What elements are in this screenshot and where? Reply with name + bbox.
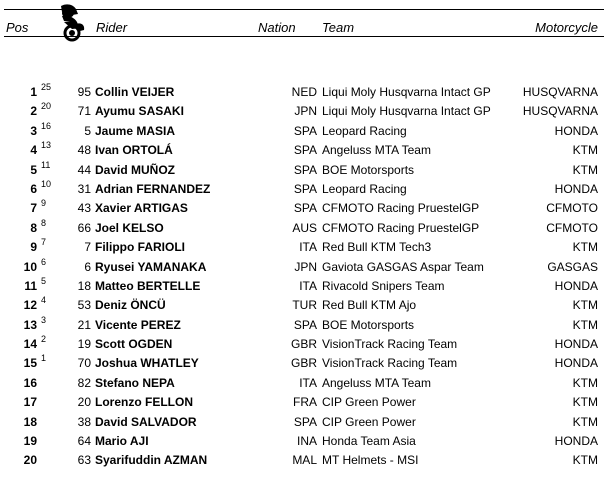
table-row [0,277,609,296]
table-row [0,451,609,470]
motorcycle-cell: HONDA [554,278,598,293]
grid-position-cell: 16 [41,120,52,131]
rider-name-cell: Jaume MASIA [95,123,176,138]
team-cell: Red Bull KTM Ajo [322,298,417,313]
position-cell: 10 [23,259,37,274]
rider-name-cell: Deniz ÖNCÜ [95,298,166,313]
table-row [0,180,609,199]
team-cell: VisionTrack Racing Team [322,356,458,371]
rider-number-cell: 53 [77,298,91,313]
table-row [0,161,609,180]
team-cell: Red Bull KTM Tech3 [322,240,432,255]
table-row [0,238,609,257]
position-cell: 13 [23,317,37,332]
grid-position-cell: 9 [41,198,47,209]
motorcycle-cell: CFMOTO [546,220,598,235]
nation-cell: GBR [290,356,317,371]
table-row [0,258,609,277]
nation-cell: TUR [292,298,317,313]
position-cell: 16 [23,375,37,390]
nation-cell: INA [296,434,317,449]
rider-name-cell: David SALVADOR [95,414,197,429]
rider-name-cell: Vicente PEREZ [95,317,181,332]
team-column-header: Team [322,20,355,35]
motorcycle-cell: HONDA [554,337,598,352]
motorcycle-cell: HONDA [554,356,598,371]
rider-name-cell: Joshua WHATLEY [95,356,199,371]
table-header [0,0,609,40]
rider-name-cell: David MUÑOZ [95,162,176,177]
rider-number-cell: 82 [77,375,91,390]
position-cell: 4 [30,143,37,158]
table-row [0,219,609,238]
rider-number-cell: 31 [77,181,91,196]
rider-name-cell: Lorenzo FELLON [95,395,193,410]
rider-name-cell: Scott OGDEN [95,337,173,352]
position-cell: 7 [30,201,37,216]
motorcycle-cell: KTM [572,395,598,410]
grid-position-cell: 2 [41,334,47,345]
nation-cell: SPA [293,181,317,196]
nation-cell: GBR [290,337,317,352]
motorcycle-cell: KTM [572,317,598,332]
motorcycle-cell: HUSQVARNA [522,104,598,119]
nation-cell: NED [291,85,317,99]
rider-name-cell: Matteo BERTELLE [95,278,201,293]
rider-name-cell: Mario AJI [95,434,149,449]
nation-cell: SPA [293,123,317,138]
rider-number-cell: 64 [77,434,91,449]
position-cell: 2 [30,104,37,119]
grid-position-cell: 8 [41,217,47,228]
table-row [0,393,609,412]
team-cell: VisionTrack Racing Team [322,337,458,352]
table-row [0,316,609,335]
rider-number-cell: 43 [77,201,91,216]
table-row [0,102,609,121]
table-row [0,141,609,160]
rider-name-cell: Xavier ARTIGAS [95,201,188,216]
team-cell: CIP Green Power [322,395,416,410]
position-cell: 14 [23,337,37,352]
position-cell: 15 [23,356,37,371]
nation-cell: JPN [294,259,317,274]
grid-position-cell: 11 [41,159,51,170]
rider-number-cell: 19 [77,337,91,352]
nation-cell: AUS [292,220,317,235]
motorcycle-cell: KTM [572,143,598,158]
rider-number-cell: 18 [77,278,91,293]
team-cell: Liqui Moly Husqvarna Intact GP [322,85,491,99]
rider-number-cell: 38 [77,414,91,429]
motorcycle-cell: KTM [572,414,598,429]
nation-cell: SPA [293,317,317,332]
rider-number-cell: 21 [77,317,91,332]
team-cell: Gaviota GASGAS Aspar Team [322,259,484,274]
nation-cell: SPA [293,414,317,429]
rider-number-cell: 71 [77,104,91,119]
motorcycle-cell: GASGAS [547,259,598,274]
team-cell: Angeluss MTA Team [322,143,431,158]
table-row [0,122,609,141]
nation-cell: MAL [292,453,317,468]
motorcycle-cell: KTM [572,298,598,313]
team-cell: CIP Green Power [322,414,416,429]
motorcycle-column-header: Motorcycle [535,20,598,35]
team-cell: Rivacold Snipers Team [322,278,445,293]
rider-number-cell: 66 [77,220,91,235]
position-cell: 17 [23,395,37,410]
grid-position-cell: 7 [41,237,47,248]
rider-name-cell: Collin VEIJER [95,85,175,99]
rider-name-cell: Stefano NEPA [95,375,175,390]
nation-cell: SPA [293,162,317,177]
position-cell: 19 [23,434,37,449]
motorcycle-cell: KTM [572,162,598,177]
grid-position-cell: 20 [41,101,52,112]
grid-position-cell: 1 [41,353,47,364]
team-cell: BOE Motorsports [322,162,415,177]
position-cell: 1 [30,85,37,99]
motorcycle-cell: HONDA [554,434,598,449]
team-cell: Honda Team Asia [322,434,416,449]
nation-column-header: Nation [258,20,296,35]
results-table [0,83,609,471]
position-cell: 5 [30,162,37,177]
table-row [0,335,609,354]
position-cell: 6 [30,181,37,196]
position-cell: 12 [23,298,37,313]
table-row [0,432,609,451]
team-cell: CFMOTO Racing PruestelGP [322,220,480,235]
table-row [0,83,609,102]
grid-position-cell: 25 [41,82,52,92]
team-cell: CFMOTO Racing PruestelGP [322,201,480,216]
rider-number-cell: 63 [77,453,91,468]
nation-cell: JPN [294,104,317,119]
team-cell: BOE Motorsports [322,317,415,332]
team-cell: Liqui Moly Husqvarna Intact GP [322,104,491,119]
grid-position-cell: 13 [41,140,52,151]
nation-cell: ITA [299,240,317,255]
rider-number-cell: 20 [77,395,91,410]
rider-name-cell: Syarifuddin AZMAN [95,453,208,468]
grid-position-cell: 10 [41,178,52,189]
rider-number-cell: 70 [77,356,91,371]
motorcycle-cell: KTM [572,240,598,255]
team-cell: Leopard Racing [322,123,407,138]
position-cell: 3 [30,123,37,138]
motorcycle-cell: HONDA [554,181,598,196]
rider-name-cell: Ivan ORTOLÁ [95,143,173,158]
rider-number-cell: 48 [77,143,91,158]
motorcycle-cell: CFMOTO [546,201,598,216]
grid-position-cell: 5 [41,275,47,286]
header-bottom-rule [4,36,604,37]
table-row [0,413,609,432]
pos-column-header: Pos [6,20,29,35]
rider-number-cell: 5 [84,123,91,138]
team-cell: Angeluss MTA Team [322,375,431,390]
header-top-rule [4,9,604,10]
rider-number-cell: 95 [77,85,91,99]
rider-number-cell: 6 [84,259,91,274]
rider-name-cell: Ayumu SASAKI [95,104,184,119]
table-row [0,374,609,393]
rider-name-cell: Adrian FERNANDEZ [95,181,211,196]
nation-cell: ITA [299,278,317,293]
table-row [0,199,609,218]
grid-position-cell: 3 [41,314,47,325]
nation-cell: SPA [293,143,317,158]
grid-position-cell: 6 [41,256,47,267]
rider-name-cell: Ryusei YAMANAKA [95,259,207,274]
position-cell: 11 [24,278,37,293]
rider-number-cell: 44 [77,162,91,177]
table-row [0,354,609,373]
motorcycle-cell: HONDA [554,123,598,138]
position-cell: 8 [30,220,37,235]
motorcycle-cell: KTM [572,453,598,468]
team-cell: Leopard Racing [322,181,407,196]
nation-cell: ITA [299,375,317,390]
nation-cell: SPA [293,201,317,216]
grid-position-cell: 4 [41,295,47,306]
rider-number-cell: 7 [84,240,91,255]
motorcycle-cell: HUSQVARNA [522,85,598,99]
motorcycle-rider-icon [52,2,92,42]
table-row [0,296,609,315]
rider-column-header: Rider [96,20,128,35]
rider-name-cell: Filippo FARIOLI [95,240,185,255]
motorcycle-cell: KTM [572,375,598,390]
rider-name-cell: Joel KELSO [95,220,164,235]
nation-cell: FRA [293,395,317,410]
team-cell: MT Helmets - MSI [322,453,419,468]
position-cell: 18 [23,414,37,429]
position-cell: 9 [30,240,37,255]
position-cell: 20 [23,453,37,468]
